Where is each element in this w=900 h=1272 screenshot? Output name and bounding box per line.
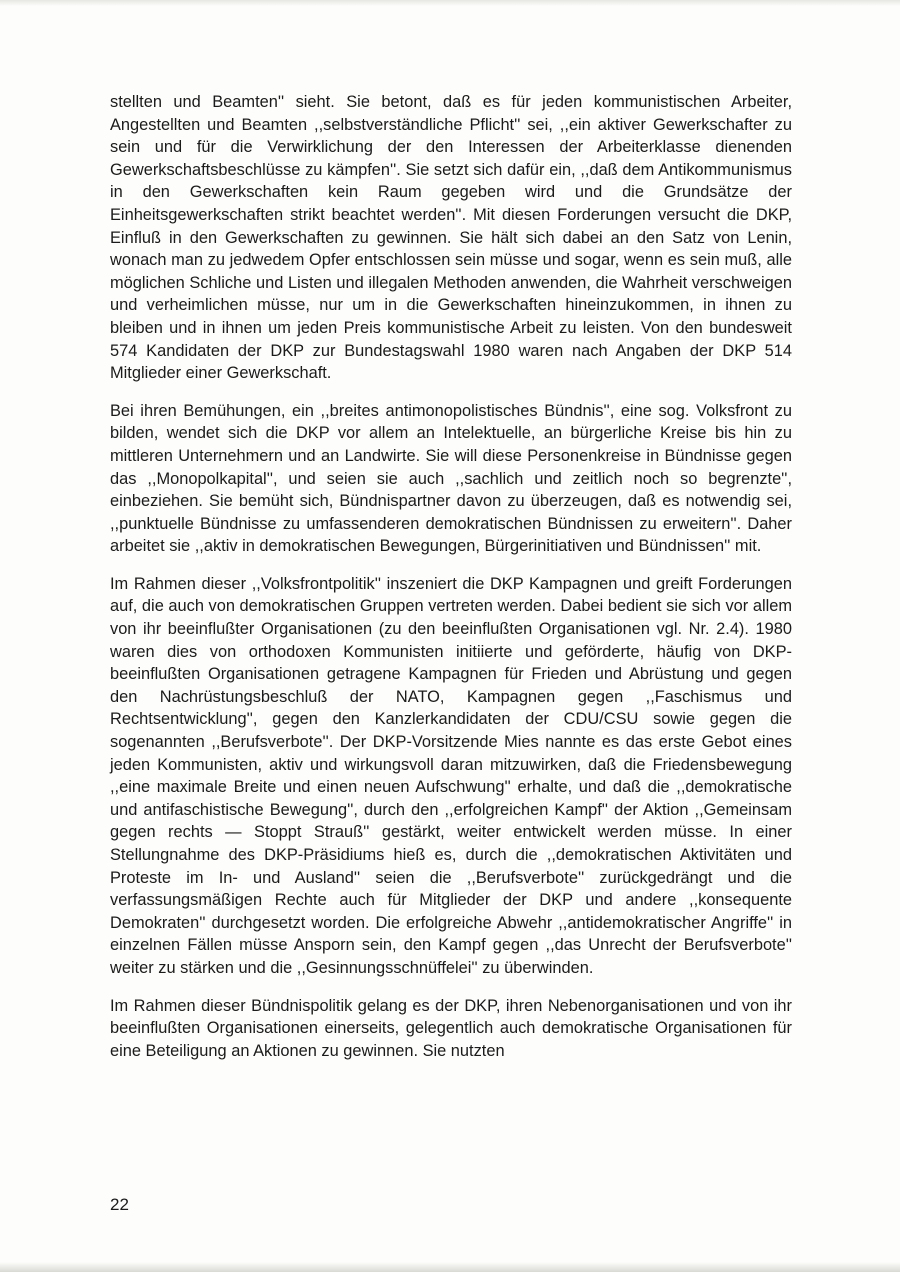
paragraph-4: Im Rahmen dieser Bündnispolitik gelang es der DKP, ihren Nebenorganisationen und von ihr beeinflußten Organisationen einerseits, gelegentlich auch demokratische Organisationen für eine Beteiligung an Aktionen zu gewinnen. Sie nutzten xyxy=(110,996,792,1060)
body-text xyxy=(110,91,792,1077)
paragraph-1: stellten und Beamten'' sieht. Sie betont, daß es für jeden kommunistischen Arbeiter, Angestellten und Beamten ,,selbstverständliche Pflicht'' sei, ,,ein aktiver Gewerkschafter zu sein und für die Verwirklichung der den Interessen der Arbeiterklasse dienenden Gewerkschaftsbeschlüsse zu kämpfen''. Sie setzt sich dafür ein, ,,daß dem Antikommunismus in den Gewerkschaften kein Raum gegeben wird und die Grundsätze der Einheitsgewerkschaften strikt beachtet werden''. Mit diesen Forderungen versucht die DKP, Einfluß in den Gewerkschaften zu gewinnen. Sie hält sich dabei an den Satz von Lenin, wonach man zu jedwedem Opfer entschlossen sein müsse und sogar, wenn es sein muß, alle möglichen Schliche und Listen und illegalen Methoden anwenden, die Wahrheit verschweigen und verheimlichen müsse, nur um in die Gewerkschaften hineinzukommen, in ihnen zu bleiben und in ihnen um jeden Preis kommunistische Arbeit zu leisten. Von den bundesweit 574 Kandidaten der DKP zur Bundestagswahl 1980 waren nach Angaben der DKP 514 Mitglieder einer Gewerkschaft. xyxy=(110,93,792,383)
scan-edge-bottom xyxy=(0,1262,900,1272)
paragraph-2: Bei ihren Bemühungen, ein ,,breites antimonopolistisches Bündnis'', eine sog. Volksfront zu bilden, wendet sich die DKP vor allem an Intelektuelle, an bürgerliche Kreise bis hin zu mittleren Unternehmern und an Landwirte. Sie will diese Personenkreise in Bündnisse gegen das ,,Monopolkapital'', und seien sie auch ,,sachlich und zeitlich noch so begrenzte'', einbeziehen. Sie bemüht sich, Bündnispartner davon zu überzeugen, daß es notwendig sei, ,,punktuelle Bündnisse zu umfassenderen demokratischen Bündnissen zu erweitern''. Daher arbeitet sie ,,aktiv in demokratischen Bewegungen, Bürgerinitiativen und Bündnissen'' mit. xyxy=(110,401,792,556)
paragraph-3: Im Rahmen dieser ,,Volksfrontpolitik'' inszeniert die DKP Kampagnen und greift Forderungen auf, die auch von demokratischen Gruppen vertreten werden. Dabei bedient sie sich vor allem von ihr beeinflußter Organisationen (zu den beeinflußten Organisationen vgl. Nr. 2.4). 1980 waren dies von orthodoxen Kommunisten initiierte und geförderte, häufig von DKP-beeinflußten Organisationen getragene Kampagnen für Frieden und Abrüstung und gegen den Nachrüstungsbeschluß der NATO, Kampagnen gegen ,,Faschismus und Rechtsentwicklung'', gegen den Kanzlerkandidaten der CDU/CSU sowie gegen die sogenannten ,,Berufsverbote''. Der DKP-Vorsitzende Mies nannte es das erste Gebot eines jeden Kommunisten, aktiv und wirkungsvoll daran mitzuwirken, daß die Friedensbewegung ,,eine maximale Breite und einen neuen Aufschwung'' erhalte, und daß die ,,demokratische und antifaschistische Bewegung'', durch den ,,erfolgreichen Kampf'' der Aktion ,,Gemeinsam gegen rechts — Stoppt Strauß'' gestärkt, weiter entwickelt werden müsse. In einer Stellungnahme des DKP-Präsidiums hieß es, durch die ,,demokratischen Aktivitäten und Proteste im In- und Ausland'' seien die ,,Berufsverbote'' zurückgedrängt und die verfassungsmäßigen Rechte auch für Mitglieder der DKP und andere ,,konsequente Demokraten'' durchgesetzt worden. Die erfolgreiche Abwehr ,,antidemokratischer Angriffe'' in einzelnen Fällen müsse Ansporn sein, den Kampf gegen ,,das Unrecht der Berufsverbote'' weiter zu stärken und die ,,Gesinnungsschnüffelei'' zu überwinden. xyxy=(110,574,792,977)
page-number: 22 xyxy=(110,1195,129,1214)
scan-edge-top xyxy=(0,0,900,6)
